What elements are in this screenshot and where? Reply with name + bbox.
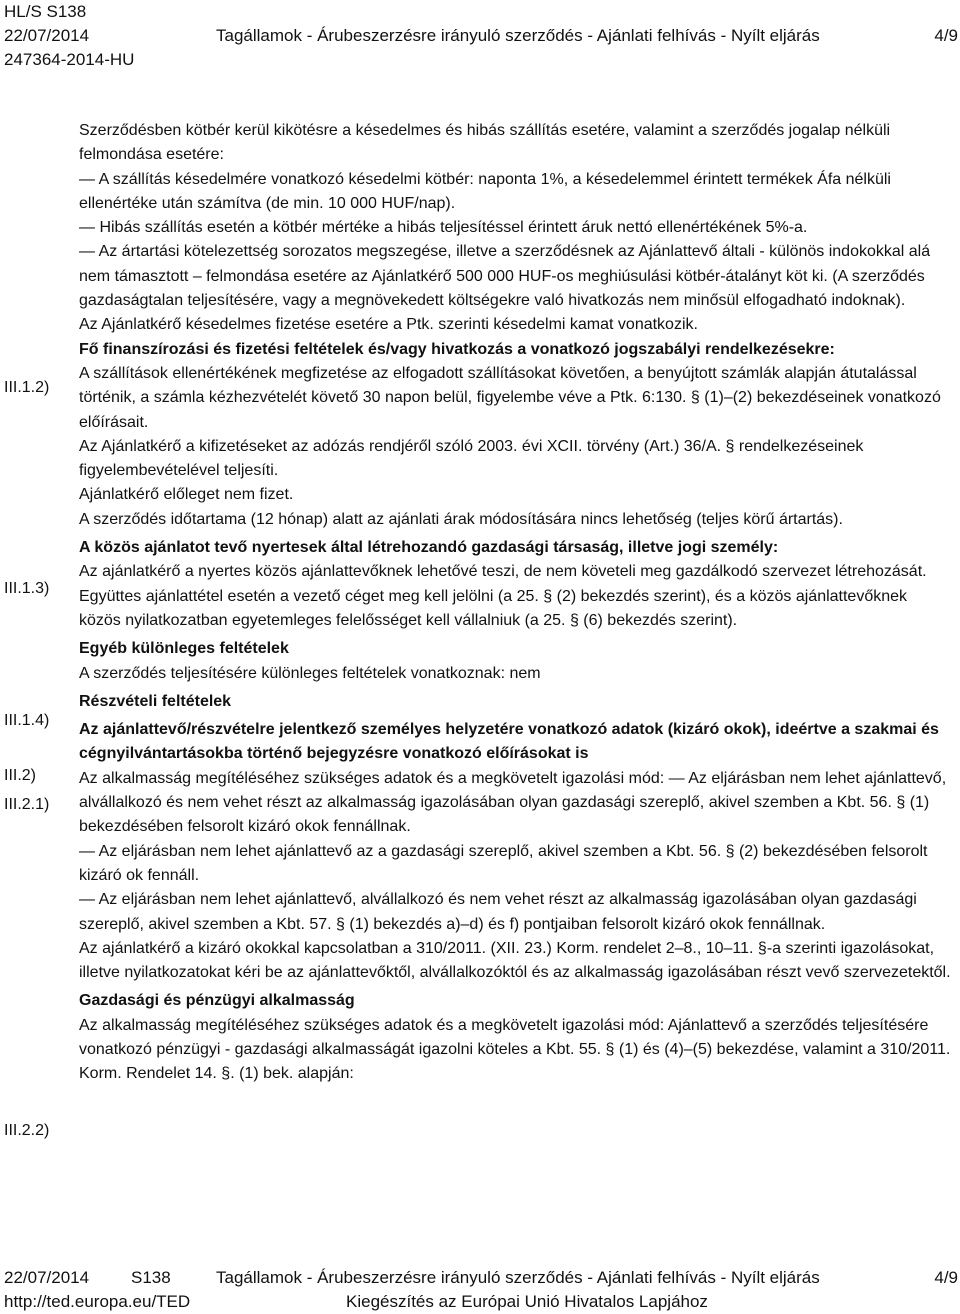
notice-id: 247364-2014-HU [4,50,135,69]
section-label-iii-2: III.2) [4,767,37,784]
paragraph: Az Ajánlatkérő a kifizetéseket az adózás rendjéről szóló 2003. évi XCII. törvény (Art.) 36/A. § rendelkezéseinek figyelembevételével teljesíti. [79,437,864,480]
header-date: 22/07/2014 [4,26,90,45]
section-heading-special-conditions: Egyéb különleges feltételek [79,640,289,658]
section-heading-legal-form: A közös ajánlatot tevő nyertesek által létrehozandó gazdasági társaság, illetve jogi személy: [79,539,779,557]
header-page-number: 4/9 [934,26,958,45]
footer-publisher: Kiegészítés az Európai Unió Hivatalos Lapjához [346,1292,708,1311]
section-label-iii-2-2: III.2.2) [4,1122,50,1139]
paragraph: Az alkalmasság megítéléséhez szükséges adatok és a megkövetelt igazolási mód: — Az eljárásban nem lehet ajánlattevő, alvállalkozó és nem vehet részt az alkalmasság igazolásában olyan gazdasági szereplő, akivel szemben a Kbt. 56. § (1) bekezdésében felsorolt kizáró okok fennállnak. [79,769,947,836]
paragraph: — Az eljárásban nem lehet ajánlattevő az a gazdasági szereplő, akivel szemben a Kbt. 56. § (2) bekezdésében felsorolt kizáró ok fennáll. [79,842,928,884]
footer-date: 22/07/2014 [4,1268,90,1287]
section-heading-economic-capacity: Gazdasági és pénzügyi alkalmasság [79,992,355,1010]
footer-url[interactable]: http://ted.europa.eu/TED [4,1292,191,1311]
doc-code: HL/S S138 [4,2,87,21]
paragraph: — Hibás szállítás esetén a kötbér mértéke a hibás teljesítéssel érintett áruk nettó ellenértékének 5%-a. [79,219,808,237]
document-body [79,119,951,1087]
paragraph: Az Ajánlatkérő késedelmes fizetése esetére a Ptk. szerinti késedelmi kamat vonatkozik. [79,316,698,334]
paragraph: Szerződésben kötbér kerül kikötésre a késedelmes és hibás szállítás esetére, valamint a szerződés jogalap nélküli felmondása esetére: [79,122,891,164]
header-title: Tagállamok - Árubeszerzésre irányuló szerződés - Ajánlati felhívás - Nyílt eljárás [216,26,820,45]
section-label-iii-1-3: III.1.3) [4,580,50,597]
section-label-iii-1-2: III.1.2) [4,379,50,396]
paragraph: — A szállítás késedelmére vonatkozó késedelmi kötbér: naponta 1%, a késedelemmel érintett termékek Áfa nélküli ellenértéke után számítva (de min. 10 000 HUF/nap). [79,170,891,212]
footer-series: S138 [131,1268,171,1287]
page-header [4,0,958,72]
paragraph: A szerződés teljesítésére különleges feltételek vonatkoznak: nem [79,664,541,682]
footer-title: Tagállamok - Árubeszerzésre irányuló szerződés - Ajánlati felhívás - Nyílt eljárás [216,1268,820,1287]
page-footer [4,1266,958,1314]
footer-page-number: 4/9 [934,1268,958,1287]
paragraph: Ajánlatkérő előleget nem fizet. [79,486,294,504]
section-label-iii-1-4: III.1.4) [4,712,50,729]
section-heading-personal-situation: Az ajánlattevő/részvételre jelentkező személyes helyzetére vonatkozó adatok (kizáró okok), ideértve a szakmai és cégnyilvántartásokba történő bejegyzésre vonatkozó előírásokat is [79,721,939,763]
paragraph: — Az ártartási kötelezettség sorozatos megszegése, illetve a szerződésnek az Ajánlattevő általi - különös indokokkal alá nem támasztott – felmondása esetére az Ajánlatkérő 500 000 HUF-os meghiúsulási kötbér-átalányt köt ki. (A szerződés gazdaságtalan teljesítésére, vagy a megnövekedett költségekre való hivatkozás nem minősül elfogadható indoknak). [79,243,931,310]
paragraph: — Az eljárásban nem lehet ajánlattevő, alvállalkozó és nem vehet részt az alkalmasság igazolásában olyan gazdasági szereplő, akivel szemben a Kbt. 57. § (1) bekezdés a)–d) és f) pontjaiban felsorolt kizáró okok fennállnak. [79,891,917,933]
section-heading-participation: Részvételi feltételek [79,692,232,710]
section-heading-financing: Fő finanszírozási és fizetési feltételek és/vagy hivatkozás a vonatkozó jogszabályi rendelkezésekre: [79,340,835,358]
paragraph: Az ajánlatkérő a kizáró okokkal kapcsolatban a 310/2011. (XII. 23.) Korm. rendelet 2–8., 10–11. §-a szerinti igazolásokat, illetve nyilatkozatokat kéri be az ajánlattevőktől, alvállalkozóktól és az alkalmasság igazolásában részt vevő szervezetektől. [79,939,951,982]
paragraph: A szállítások ellenértékének megfizetése az elfogadott szállításokat követően, a benyújtott számlák alapján átutalással történik, a számla kézhezvételét követő 30 napon belül, figyelembe véve a Ptk. 6:130. § (1)–(2) bekezdéseinek vonatkozó előírásait. [79,364,941,431]
paragraph: A szerződés időtartama (12 hónap) alatt az ajánlati árak módosítására nincs lehetőség (teljes körű ártartás). [79,510,843,528]
section-label-iii-2-1: III.2.1) [4,796,50,813]
paragraph: Az alkalmasság megítéléséhez szükséges adatok és a megkövetelt igazolási mód: Ajánlattevő a szerződés teljesítésére vonatkozó pénzügyi - gazdasági alkalmasságát igazolni köteles a Kbt. 55. § (1) és (4)–(5) bekezdése, valamint a 310/2011. Korm. Rendelet 14. §. (1) bek. alapján: [79,1016,951,1083]
paragraph: Az ajánlatkérő a nyertes közös ajánlattevőknek lehetővé teszi, de nem követeli meg gazdálkodó szervezet létrehozását. Együttes ajánlattétel esetén a vezető céget meg kell jelölni (a 25. § (2) bekezdés szerint), és a közös ajánlattevőknek közös nyilatkozatban egyetemleges felelősséget kell vállalniuk (a 25. § (6) bekezdés szerint). [79,563,927,629]
